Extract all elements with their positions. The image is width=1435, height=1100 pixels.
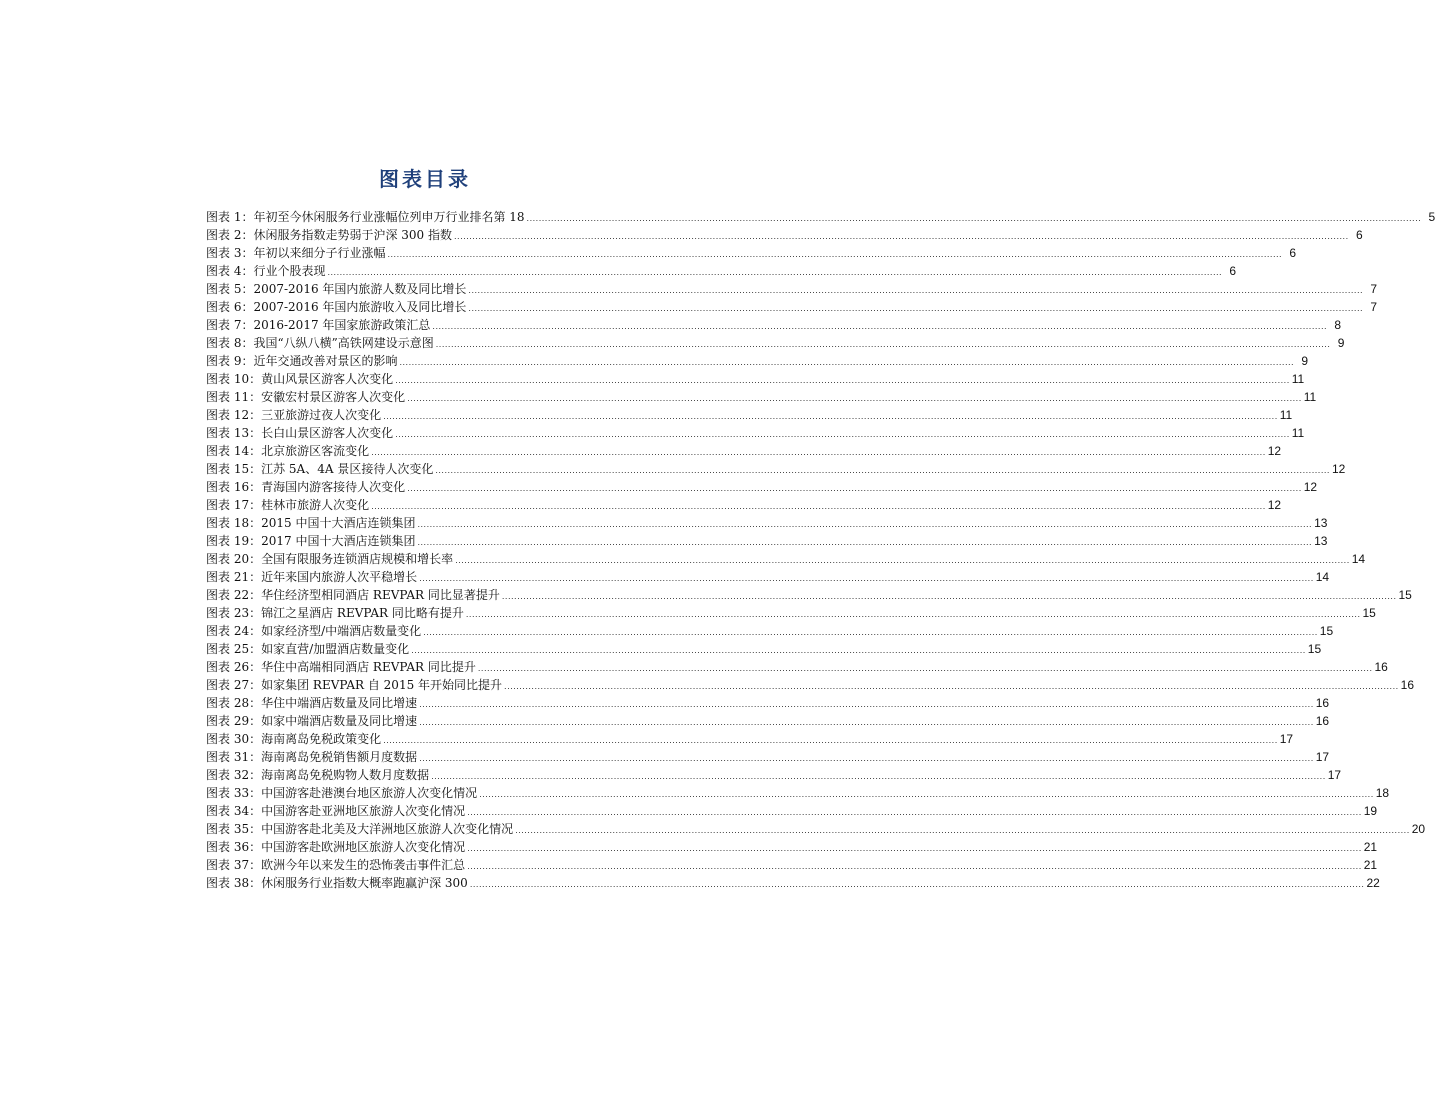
toc-entry[interactable] [206,496,1282,514]
page-title: 图表目录 [379,167,471,191]
toc-entry-label: 图表 4： [206,264,254,278]
toc-leader-dots: ...................................................................................................................................................................................................................................................................................................... [419,718,1314,727]
toc-entry-page[interactable]: 11 [1291,372,1305,386]
toc-entry-page[interactable]: 6 [1229,264,1237,278]
toc-entry-label: 图表 34： [206,804,262,818]
toc-entry-page[interactable]: 18 [1375,786,1390,800]
toc-entry-page[interactable]: 7 [1370,282,1378,296]
toc-leader-dots: ...................................................................................................................................................................................................................................................................................................... [419,754,1314,763]
toc-entry[interactable] [206,766,1342,784]
toc-entry-label: 图表 18： [206,516,262,530]
toc-entry-page[interactable]: 5 [1428,210,1435,224]
toc-entry-label: 图表 8： [206,336,254,350]
toc-entry-page[interactable]: 9 [1337,336,1345,350]
toc-entry[interactable] [206,820,1426,838]
toc-leader-dots: ...................................................................................................................................................................................................................................................................................................... [469,880,1365,889]
toc-entry-label: 图表 3： [206,246,254,260]
toc-entry-title[interactable]: 休闲服务行业指数大概率跑赢沪深 300 [261,876,468,890]
toc-entry-title[interactable]: 中国游客赴北美及大洋洲地区旅游人次变化情况 [261,822,514,836]
toc-entry[interactable] [206,280,1378,298]
toc-entry-page[interactable]: 20 [1411,822,1426,836]
table-of-figures [206,208,1435,892]
toc-entry[interactable] [206,874,1380,892]
toc-leader-dots: ...................................................................................................................................................................................................................................................................................................... [423,628,1318,637]
toc-entry-title[interactable]: 休闲服务指数走势弱于沪深 300 指数 [253,228,452,242]
toc-entry-label: 图表 28： [206,696,262,710]
toc-entry-label: 图表 15： [206,462,262,476]
toc-entry-page[interactable]: 7 [1370,300,1378,314]
toc-entry-title[interactable]: 年初以来细分子行业涨幅 [253,246,386,260]
toc-entry-title[interactable]: 全国有限服务连锁酒店规模和增长率 [261,552,454,566]
toc-entry-label: 图表 1： [206,210,254,224]
toc-entry-label: 图表 2： [206,228,254,242]
toc-entry-page[interactable]: 17 [1327,768,1342,782]
toc-entry-title[interactable]: 近年交通改善对景区的影响 [253,354,398,368]
toc-leader-dots: ...................................................................................................................................................................................................................................................................................................... [432,322,1328,331]
toc-entry[interactable] [206,748,1330,766]
toc-leader-dots: ...................................................................................................................................................................................................................................................................................................... [504,682,1399,691]
toc-entry-label: 图表 25： [206,642,262,656]
toc-entry[interactable] [206,730,1294,748]
toc-entry-label: 图表 13： [206,426,262,440]
toc-entry-title[interactable]: 2007-2016 年国内旅游人数及同比增长 [253,282,467,296]
toc-entry-title[interactable]: 如家直营/加盟酒店数量变化 [261,642,410,656]
toc-entry-page[interactable]: 15 [1362,606,1376,620]
toc-entry-label: 图表 20： [206,552,262,566]
toc-entry[interactable] [206,604,1376,622]
toc-entry-title[interactable]: 锦江之星酒店 REVPAR 同比略有提升 [261,606,464,620]
toc-leader-dots: ...................................................................................................................................................................................................................................................................................................... [477,664,1373,673]
toc-leader-dots: ...................................................................................................................................................................................................................................................................................................... [455,556,1350,565]
toc-leader-dots: ...................................................................................................................................................................................................................................................................................................... [454,232,1349,241]
toc-entry-label: 图表 24： [206,624,262,638]
toc-entry-page[interactable]: 17 [1279,732,1294,746]
toc-entry[interactable] [206,478,1318,496]
toc-entry-page[interactable]: 21 [1363,840,1378,854]
toc-leader-dots: ...................................................................................................................................................................................................................................................................................................... [383,412,1278,421]
toc-entry-page[interactable]: 11 [1291,426,1305,440]
toc-entry-page[interactable]: 6 [1355,228,1363,242]
toc-entry-page[interactable]: 19 [1363,804,1378,818]
toc-entry-page[interactable]: 16 [1400,678,1415,692]
toc-leader-dots: ...................................................................................................................................................................................................................................................................................................... [467,844,1362,853]
toc-entry-title[interactable]: 近年来国内旅游人次平稳增长 [261,570,418,584]
toc-entry-label: 图表 33： [206,786,262,800]
toc-entry-title[interactable]: 黄山风景区游客人次变化 [261,372,394,386]
toc-entry-title[interactable]: 中国游客赴欧洲地区旅游人次变化情况 [261,840,466,854]
toc-entry[interactable] [206,658,1388,676]
toc-entry-title[interactable]: 三亚旅游过夜人次变化 [261,408,382,422]
toc-entry-title[interactable]: 北京旅游区客流变化 [261,444,370,458]
toc-entry[interactable] [206,676,1415,694]
toc-entry-label: 图表 32： [206,768,262,782]
toc-entry-title[interactable]: 2017 中国十大酒店连锁集团 [261,534,416,548]
toc-leader-dots: ...................................................................................................................................................................................................................................................................................................... [399,358,1295,367]
toc-entry-label: 图表 35： [206,822,262,836]
toc-leader-dots: ...................................................................................................................................................................................................................................................................................................... [467,862,1362,871]
toc-entry-title[interactable]: 华住中端酒店数量及同比增速 [261,696,418,710]
toc-entry-label: 图表 6： [206,300,254,314]
toc-entry-page[interactable]: 15 [1319,624,1334,638]
toc-entry-label: 图表 26： [206,660,262,674]
toc-entry-label: 图表 21： [206,570,262,584]
toc-entry-title[interactable]: 华住中高端相同酒店 REVPAR 同比提升 [261,660,476,674]
toc-leader-dots: ...................................................................................................................................................................................................................................................................................................... [431,772,1326,781]
toc-leader-dots: ...................................................................................................................................................................................................................................................................................................... [501,592,1397,601]
toc-entry[interactable] [206,244,1297,262]
toc-entry-label: 图表 16： [206,480,262,494]
toc-entry[interactable] [206,442,1282,460]
toc-entry-title[interactable]: 海南离岛免税购物人数月度数据 [261,768,430,782]
toc-entry[interactable] [206,226,1363,244]
toc-entry-label: 图表 38： [206,876,262,890]
toc-entry[interactable] [206,514,1328,532]
toc-entry[interactable] [206,334,1345,352]
toc-leader-dots: ...................................................................................................................................................................................................................................................................................................... [515,826,1410,835]
toc-entry[interactable] [206,460,1346,478]
toc-entry-page[interactable]: 11 [1303,390,1317,404]
toc-entry[interactable] [206,262,1237,280]
toc-entry-label: 图表 36： [206,840,262,854]
toc-entry[interactable] [206,532,1328,550]
toc-entry[interactable] [206,586,1412,604]
toc-entry-page[interactable]: 13 [1314,534,1328,548]
toc-entry-label: 图表 29： [206,714,262,728]
toc-leader-dots: ...................................................................................................................................................................................................................................................................................................... [417,538,1313,547]
toc-entry-title[interactable]: 长白山景区游客人次变化 [261,426,394,440]
toc-entry[interactable] [206,784,1390,802]
toc-leader-dots: ...................................................................................................................................................................................................................................................................................................... [417,520,1313,529]
toc-entry-label: 图表 19： [206,534,262,548]
toc-entry-page[interactable]: 13 [1314,516,1328,530]
toc-leader-dots: ...................................................................................................................................................................................................................................................................................................... [468,286,1364,295]
toc-leader-dots: ...................................................................................................................................................................................................................................................................................................... [467,808,1362,817]
toc-leader-dots: ...................................................................................................................................................................................................................................................................................................... [419,574,1314,583]
toc-leader-dots: ...................................................................................................................................................................................................................................................................................................... [465,610,1361,619]
toc-entry-title[interactable]: 年初至今休闲服务行业涨幅位列申万行业排名第 18 [253,210,525,224]
toc-entry-title[interactable]: 中国游客赴港澳台地区旅游人次变化情况 [261,786,478,800]
toc-entry-page[interactable]: 14 [1315,570,1330,584]
toc-leader-dots: ...................................................................................................................................................................................................................................................................................................... [387,250,1283,259]
toc-leader-dots: ...................................................................................................................................................................................................................................................................................................... [526,214,1422,223]
toc-entry-page[interactable]: 16 [1315,714,1330,728]
toc-entry-page[interactable]: 9 [1301,354,1309,368]
toc-entry-label: 图表 5： [206,282,254,296]
toc-entry-label: 图表 22： [206,588,262,602]
toc-leader-dots: ...................................................................................................................................................................................................................................................................................................... [419,700,1314,709]
toc-leader-dots: ...................................................................................................................................................................................................................................................................................................... [407,394,1302,403]
toc-entry-label: 图表 7： [206,318,254,332]
toc-entry-label: 图表 31： [206,750,262,764]
toc-entry[interactable] [206,622,1334,640]
toc-leader-dots: ...................................................................................................................................................................................................................................................................................................... [435,466,1330,475]
toc-entry-page[interactable]: 12 [1303,480,1318,494]
toc-entry-title[interactable]: 2007-2016 年国内旅游收入及同比增长 [253,300,467,314]
toc-leader-dots: ...................................................................................................................................................................................................................................................................................................... [327,268,1223,277]
toc-entry-label: 图表 10： [206,372,262,386]
toc-entry-page[interactable]: 12 [1331,462,1346,476]
toc-leader-dots: ...................................................................................................................................................................................................................................................................................................... [395,430,1290,439]
toc-entry-label: 图表 9： [206,354,254,368]
toc-leader-dots: ...................................................................................................................................................................................................................................................................................................... [411,646,1306,655]
toc-entry-title[interactable]: 华住经济型相同酒店 REVPAR 同比显著提升 [261,588,500,602]
toc-leader-dots: ...................................................................................................................................................................................................................................................................................................... [371,448,1266,457]
toc-entry[interactable] [206,712,1330,730]
toc-entry[interactable] [206,694,1330,712]
toc-entry-page[interactable]: 15 [1307,642,1322,656]
toc-entry[interactable] [206,370,1305,388]
toc-entry-page[interactable]: 12 [1267,444,1282,458]
toc-entry-title[interactable]: 青海国内游客接待人次变化 [261,480,406,494]
toc-entry[interactable] [206,568,1330,586]
toc-leader-dots: ...................................................................................................................................................................................................................................................................................................... [371,502,1266,511]
toc-entry-label: 图表 30： [206,732,262,746]
toc-entry-title[interactable]: 海南离岛免税销售额月度数据 [261,750,418,764]
toc-entry-page[interactable]: 15 [1398,588,1412,602]
toc-entry-title[interactable]: 安徽宏村景区游客人次变化 [261,390,406,404]
toc-entry-label: 图表 37： [206,858,262,872]
toc-leader-dots: ...................................................................................................................................................................................................................................................................................................... [383,736,1278,745]
toc-entry-title[interactable]: 如家集团 REVPAR 自 2015 年开始同比提升 [261,678,503,692]
toc-entry[interactable] [206,208,1435,226]
toc-entry[interactable] [206,352,1309,370]
toc-entry[interactable] [206,640,1322,658]
toc-entry-page[interactable]: 14 [1351,552,1366,566]
toc-entry-page[interactable]: 22 [1366,876,1380,890]
toc-entry-title[interactable]: 我国“八纵八横”高铁网建设示意图 [253,336,434,350]
toc-entry-label: 图表 12： [206,408,262,422]
toc-entry-title[interactable]: 江苏 5A、4A 景区接待人次变化 [261,462,434,476]
toc-entry-page[interactable]: 17 [1315,750,1330,764]
toc-entry[interactable] [206,550,1366,568]
toc-entry-label: 图表 17： [206,498,262,512]
toc-entry-title[interactable]: 中国游客赴亚洲地区旅游人次变化情况 [261,804,466,818]
toc-entry-title[interactable]: 桂林市旅游人次变化 [261,498,370,512]
toc-entry[interactable] [206,316,1342,334]
toc-entry-label: 图表 14： [206,444,262,458]
toc-entry[interactable] [206,802,1378,820]
toc-leader-dots: ...................................................................................................................................................................................................................................................................................................... [395,376,1290,385]
toc-entry-title[interactable]: 如家中端酒店数量及同比增速 [261,714,418,728]
toc-entry[interactable] [206,298,1378,316]
toc-entry-label: 图表 23： [206,606,262,620]
toc-entry-title[interactable]: 2016-2017 年国家旅游政策汇总 [253,318,431,332]
toc-leader-dots: ...................................................................................................................................................................................................................................................................................................... [407,484,1302,493]
toc-entry-label: 图表 27： [206,678,262,692]
toc-leader-dots: ...................................................................................................................................................................................................................................................................................................... [479,790,1374,799]
toc-entry-title[interactable]: 行业个股表现 [253,264,326,278]
toc-entry[interactable] [206,388,1317,406]
toc-leader-dots: ...................................................................................................................................................................................................................................................................................................... [468,304,1364,313]
toc-entry-page[interactable]: 6 [1289,246,1297,260]
toc-entry-page[interactable]: 21 [1363,858,1378,872]
toc-entry-page[interactable]: 11 [1279,408,1293,422]
toc-entry[interactable] [206,856,1378,874]
toc-entry-title[interactable]: 海南离岛免税政策变化 [261,732,382,746]
toc-entry-page[interactable]: 12 [1267,498,1282,512]
toc-entry[interactable] [206,406,1293,424]
toc-entry-page[interactable]: 16 [1374,660,1388,674]
toc-entry[interactable] [206,838,1378,856]
toc-entry-title[interactable]: 如家经济型/中端酒店数量变化 [261,624,422,638]
toc-entry-page[interactable]: 16 [1315,696,1330,710]
toc-entry-page[interactable]: 8 [1334,318,1342,332]
toc-entry-label: 图表 11： [206,390,262,404]
toc-entry-title[interactable]: 欧洲今年以来发生的恐怖袭击事件汇总 [261,858,466,872]
toc-entry-title[interactable]: 2015 中国十大酒店连锁集团 [261,516,416,530]
toc-leader-dots: ...................................................................................................................................................................................................................................................................................................... [435,340,1331,349]
toc-entry[interactable] [206,424,1305,442]
